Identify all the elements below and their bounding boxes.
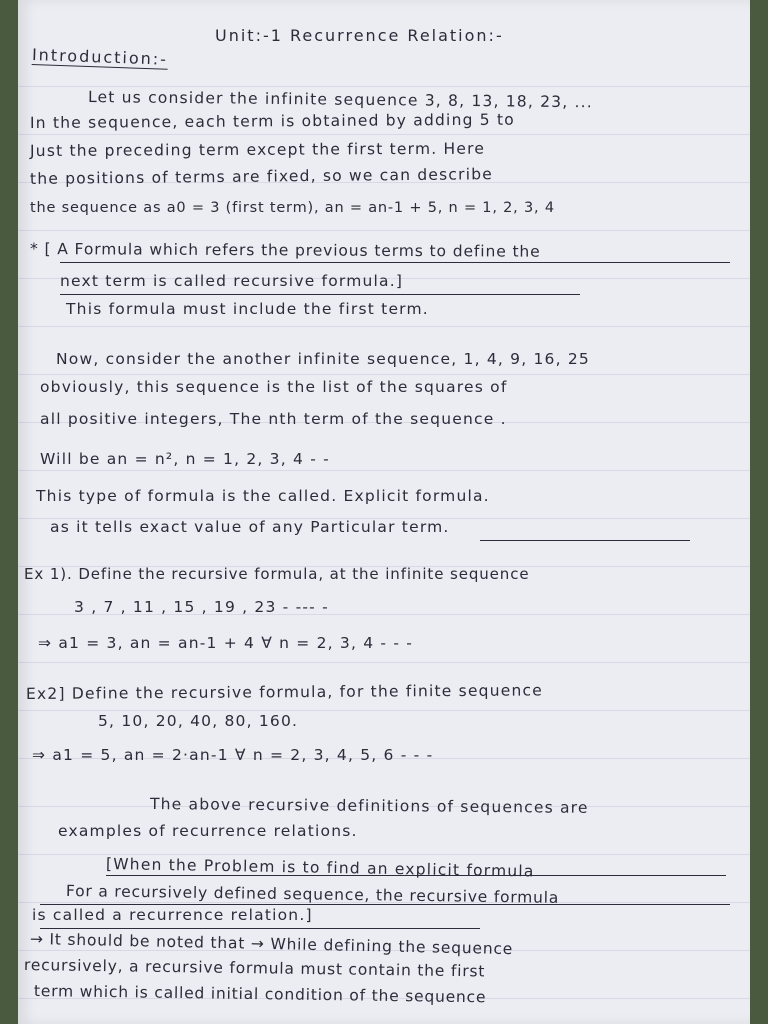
recursive-definition-line: next term is called recursive formula.] [60,272,404,290]
recurrence-definition-line: is called a recurrence relation.] [32,906,313,924]
paragraph2-line: Now, consider the another infinite sequence, 1, 4, 9, 16, 25 [56,350,590,368]
recurrence-definition-underline [40,928,480,929]
paragraph2-line: obviously, this sequence is the list of the squares of [40,378,508,396]
paragraph2-line: all positive integers, The nth term of the sequence . [40,410,507,428]
example1-line: Ex 1). Define the recursive formula, at the infinite sequence [24,565,530,583]
introduction-heading: Introduction:- [31,45,169,69]
example1-line: 3 , 7 , 11 , 15 , 19 , 23 - --- - [74,598,329,616]
paragraph1-line: the sequence as a0 = 3 (first term), an = an-1 + 5, n = 1, 2, 3, 4 [30,200,555,216]
paragraph3-line: The above recursive definitions of sequences are [149,795,589,817]
recurrence-definition-line: [When the Problem is to find an explicit formula [105,855,535,881]
recurrence-definition-underline [106,875,726,876]
paragraph1-line: Just the preceding term except the first term. Here [29,139,486,160]
recurrence-definition-line: For a recursively defined sequence, the recursive formula [65,882,560,907]
page-title: Unit:-1 Recurrence Relation:- [215,26,504,45]
paragraph1-line: Let us consider the infinite sequence 3, 8, 13, 18, 23, ... [87,88,593,112]
example2-line: ⇒ a1 = 5, an = 2·an-1 ∀ n = 2, 3, 4, 5, 6 - - - [32,746,434,764]
note-line: recursively, a recursive formula must contain the first [23,956,486,981]
note-line: → It should be noted that → While defining the sequence [29,930,514,959]
paragraph2-line: This type of formula is the called. Explicit formula. [36,487,490,505]
recursive-definition-line: * [ A Formula which refers the previous terms to define the [29,240,541,261]
recursive-definition-underline [60,294,580,295]
recursive-definition-line: This formula must include the first term. [66,300,429,318]
paragraph1-line: In the sequence, each term is obtained by adding 5 to [29,110,515,132]
example1-line: ⇒ a1 = 3, an = an-1 + 4 ∀ n = 2, 3, 4 - - - [38,634,414,652]
example2-line: Ex2] Define the recursive formula, for the finite sequence [25,681,544,703]
paragraph1-line: the positions of terms are fixed, so we can describe [29,165,494,188]
paragraph2-line: as it tells exact value of any Particular term. [50,518,450,536]
example2-line: 5, 10, 20, 40, 80, 160. [98,712,299,730]
particular-term-underline [480,540,690,541]
paragraph3-line: examples of recurrence relations. [58,822,358,840]
recurrence-definition-underline [40,904,730,905]
recursive-definition-underline [60,262,730,263]
note-line: term which is called initial condition of the sequence [33,982,487,1007]
paragraph2-line: Will be an = n², n = 1, 2, 3, 4 - - [40,450,330,468]
